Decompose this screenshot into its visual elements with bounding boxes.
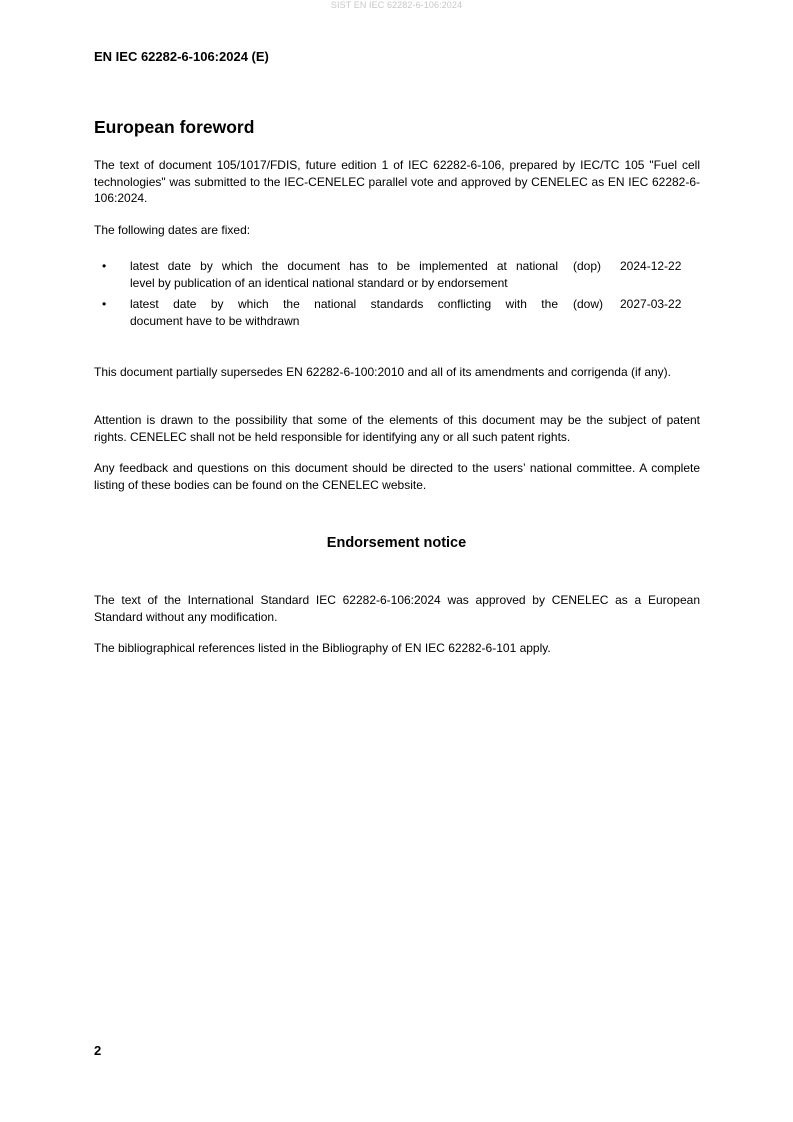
bullet-icon: • xyxy=(102,297,107,311)
endorsement-title: Endorsement notice xyxy=(326,535,467,551)
list-item-dop xyxy=(94,258,700,292)
dop-date: 2024-12-22 xyxy=(620,259,682,273)
supersedes-paragraph: This document partially supersedes EN 62282-6-100:2010 and all of its amendments and corrigenda (if any). xyxy=(94,365,671,379)
dates-intro: The following dates are fixed: xyxy=(94,223,251,237)
watermark-text: SIST EN IEC 62282-6-106:2024 xyxy=(330,0,463,10)
document-identifier: EN IEC 62282-6-106:2024 (E) xyxy=(94,49,269,64)
dop-description-line1: latest date by which the document has to be implemented at national xyxy=(130,259,558,273)
foreword-intro-paragraph: The text of document 105/1017/FDIS, future edition 1 of IEC 62282-6-106, prepared by IEC/TC 105 "Fuel cell technologies" was submitted to the IEC-CENELEC parallel vote and approved by CENELEC as EN IEC 62282-6-106:2024. xyxy=(94,158,700,205)
endorsement-approval-paragraph: The text of the International Standard IEC 62282-6-106:2024 was approved by CENELEC as a European Standard without any modification. xyxy=(94,593,700,624)
dop-code: (dop) xyxy=(573,259,602,273)
dow-description-line1: latest date by which the national standards conflicting with the xyxy=(130,297,558,311)
dow-description-line2: document have to be withdrawn xyxy=(130,313,300,328)
list-item-dow xyxy=(94,296,700,330)
page-number: 2 xyxy=(94,1043,102,1058)
foreword-title: European foreword xyxy=(94,117,255,137)
dop-description-line2: level by publication of an identical national standard or by endorsement xyxy=(130,275,508,290)
feedback-paragraph: Any feedback and questions on this document should be directed to the users’ national committee. A complete listing of these bodies can be found on the CENELEC website. xyxy=(94,461,700,492)
patent-paragraph: Attention is drawn to the possibility that some of the elements of this document may be the subject of patent rights. CENELEC shall not be held responsible for identifying any or all such patent rights. xyxy=(94,413,700,444)
dow-date: 2027-03-22 xyxy=(620,297,682,311)
bibliography-paragraph: The bibliographical references listed in the Bibliography of EN IEC 62282-6-101 apply. xyxy=(94,641,551,655)
dow-code: (dow) xyxy=(573,297,604,311)
bullet-icon: • xyxy=(102,259,107,273)
